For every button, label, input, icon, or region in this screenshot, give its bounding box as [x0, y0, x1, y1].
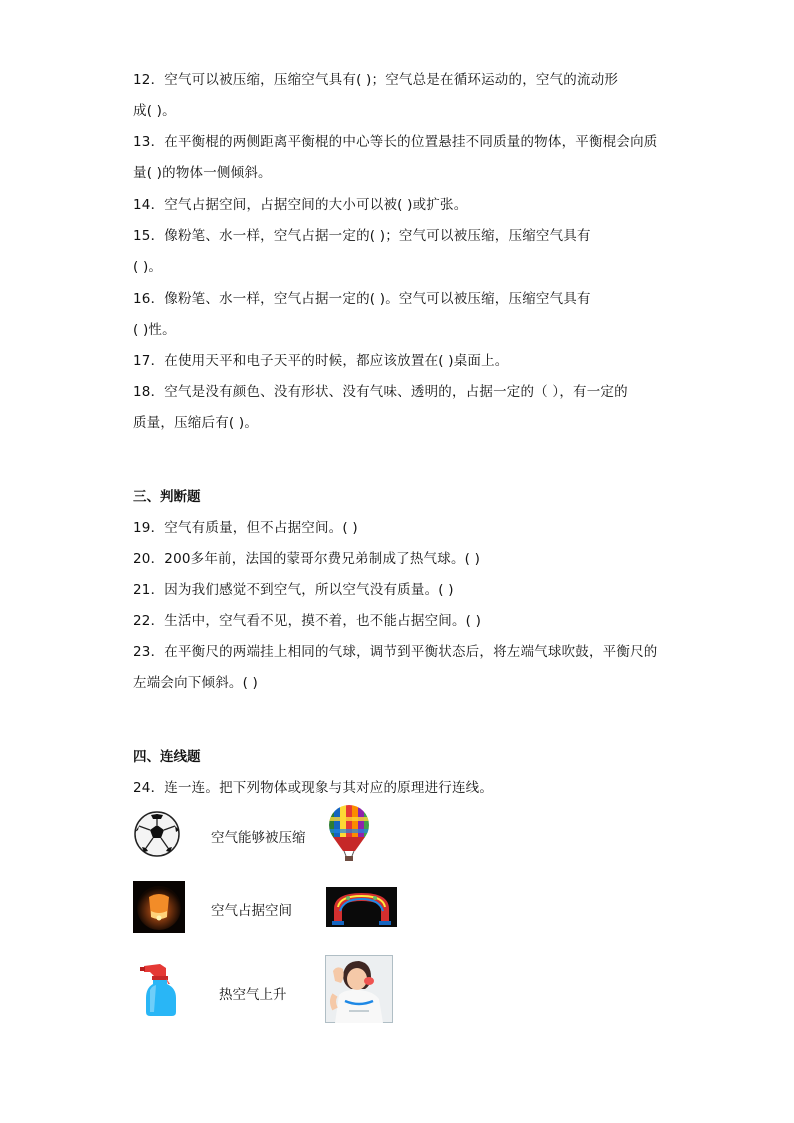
- inflatable-arch-icon: [326, 887, 397, 927]
- question-17: 17．在使用天平和电子天平的时候，都应该放置在( )桌面上。: [133, 353, 509, 369]
- question-13-line-1: 13．在平衡棍的两侧距离平衡棍的中心等长的位置悬挂不同质量的物体，平衡棍会向质: [133, 134, 658, 150]
- principle-compressible: 空气能够被压缩: [211, 830, 306, 846]
- question-24-prompt: 24．连一连。把下列物体或现象与其对应的原理进行连线。: [133, 780, 494, 796]
- question-23-line-2: 左端会向下倾斜。( ): [133, 675, 259, 691]
- section-4-heading: 四、连线题: [133, 749, 201, 765]
- section-3-heading: 三、判断题: [133, 489, 201, 505]
- question-16-line-1: 16．像粉笔、水一样，空气占据一定的( )。空气可以被压缩，压缩空气具有: [133, 291, 591, 307]
- question-19: 19．空气有质量，但不占据空间。( ): [133, 520, 358, 536]
- question-20: 20．200多年前，法国的蒙哥尔费兄弟制成了热气球。( ): [133, 551, 481, 567]
- question-13-line-2: 量( )的物体一侧倾斜。: [133, 165, 272, 181]
- hot-air-balloon-icon: [327, 805, 371, 863]
- question-21: 21．因为我们感觉不到空气，所以空气没有质量。( ): [133, 582, 454, 598]
- principle-occupies-space: 空气占据空间: [211, 903, 292, 919]
- principle-hot-air-rises: 热空气上升: [219, 987, 287, 1003]
- question-23-line-1: 23．在平衡尺的两端挂上相同的气球，调节到平衡状态后，将左端气球吹鼓，平衡尺的: [133, 644, 658, 660]
- question-18-line-1: 18．空气是没有颜色、没有形状、没有气味、透明的，占据一定的（ ），有一定的: [133, 384, 628, 400]
- soccer-ball-icon: [133, 810, 181, 858]
- question-15-line-2: ( )。: [133, 259, 163, 275]
- question-12-line-2: 成( )。: [133, 103, 176, 119]
- question-14: 14．空气占据空间，占据空间的大小可以被( )或扩张。: [133, 197, 468, 213]
- question-18-line-2: 质量，压缩后有( )。: [133, 415, 259, 431]
- question-22: 22．生活中，空气看不见，摸不着，也不能占据空间。( ): [133, 613, 482, 629]
- girl-blowing-balloon-icon: [325, 955, 393, 1023]
- spray-bottle-icon: [140, 962, 182, 1017]
- question-16-line-2: ( )性。: [133, 322, 176, 338]
- question-12-line-1: 12．空气可以被压缩，压缩空气具有( )；空气总是在循环运动的，空气的流动形: [133, 72, 619, 88]
- question-15-line-1: 15．像粉笔、水一样，空气占据一定的( )；空气可以被压缩，压缩空气具有: [133, 228, 591, 244]
- sky-lantern-icon: [133, 881, 185, 933]
